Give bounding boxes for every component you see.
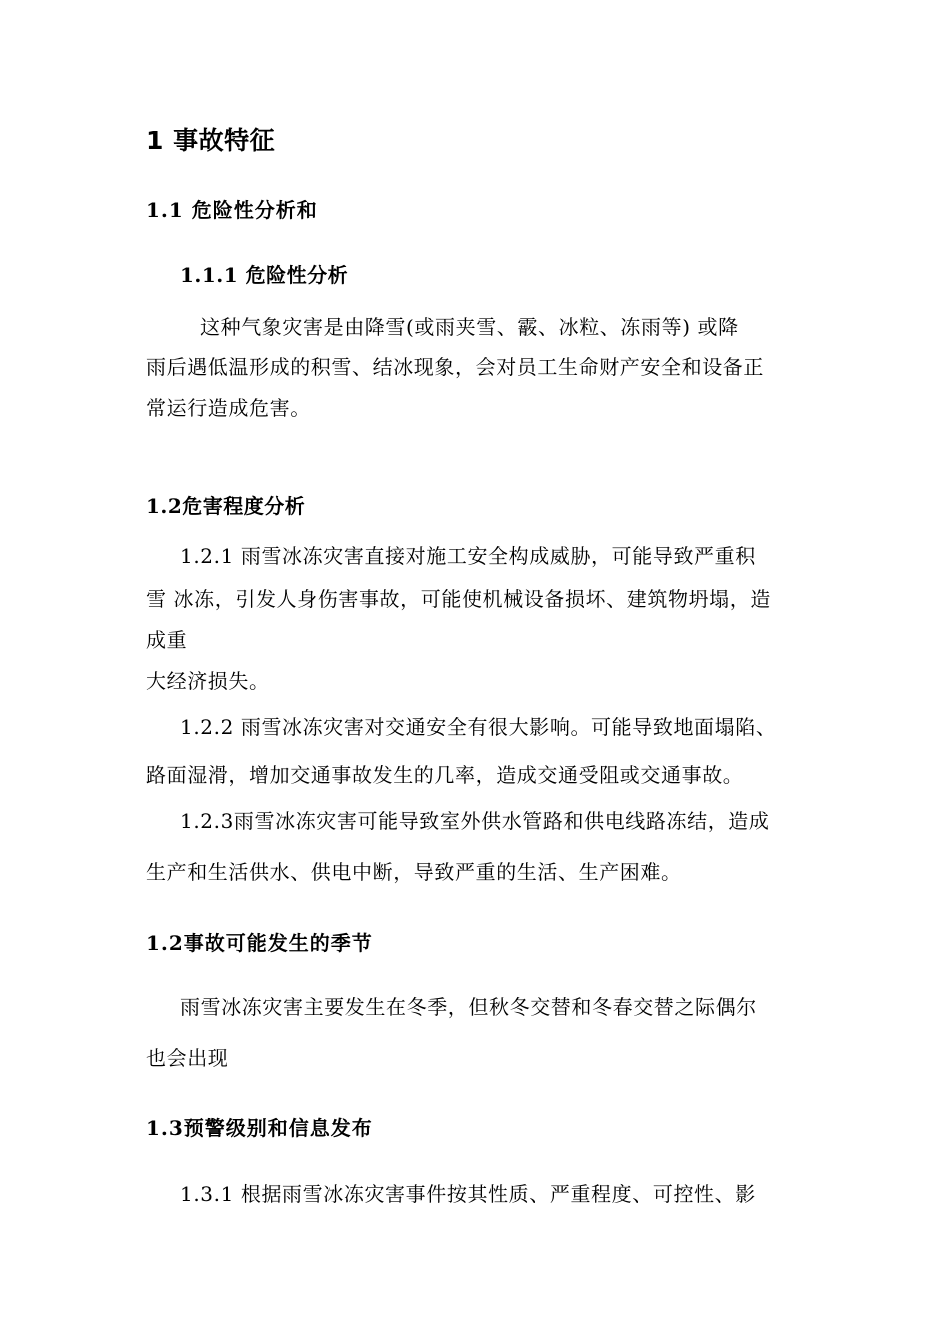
paragraph-line: 雪 冰冻，引发人身伤害事故，可能使机械设备损坏、建筑物坍塌，造 bbox=[146, 587, 771, 611]
paragraph-line: 生产和生活供水、供电中断，导致严重的生活、生产困难。 bbox=[146, 860, 682, 884]
paragraph-line: 雨后遇低温形成的积雪、结冰现象，会对员工生命财产安全和设备正 bbox=[146, 355, 764, 379]
paragraph-line: 雨雪冰冻灾害主要发生在冬季，但秋冬交替和冬春交替之际偶尔 bbox=[180, 995, 757, 1019]
section-heading-1-3: 1.3预警级别和信息发布 bbox=[146, 1116, 373, 1140]
paragraph-line: 成重 bbox=[146, 628, 188, 652]
paragraph-line: 1.2.1 雨雪冰冻灾害直接对施工安全构成威胁，可能导致严重积 bbox=[180, 544, 756, 568]
subsection-heading-1-1-1: 1.1.1 危险性分析 bbox=[180, 263, 349, 287]
paragraph-line: 这种气象灾害是由降雪(或雨夹雪、霰、冰粒、冻雨等) 或降 bbox=[200, 315, 739, 339]
section-heading-1-1: 1.1 危险性分析和 bbox=[146, 198, 318, 222]
chapter-heading: 1 事故特征 bbox=[146, 126, 276, 155]
section-heading-1-2-hazard: 1.2危害程度分析 bbox=[146, 494, 306, 518]
paragraph-line: 常运行造成危害。 bbox=[146, 396, 311, 420]
paragraph-line: 1.2.2 雨雪冰冻灾害对交通安全有很大影响。可能导致地面塌陷、 bbox=[180, 715, 777, 739]
paragraph-line: 也会出现 bbox=[146, 1046, 229, 1070]
section-heading-1-2-season: 1.2事故可能发生的季节 bbox=[146, 931, 373, 955]
paragraph-line: 大经济损失。 bbox=[146, 669, 270, 693]
paragraph-line: 路面湿滑，增加交通事故发生的几率，造成交通受阻或交通事故。 bbox=[146, 763, 744, 787]
paragraph-line: 1.2.3雨雪冰冻灾害可能导致室外供水管路和供电线路冻结，造成 bbox=[180, 809, 770, 833]
paragraph-line: 1.3.1 根据雨雪冰冻灾害事件按其性质、严重程度、可控性、影 bbox=[180, 1182, 756, 1206]
